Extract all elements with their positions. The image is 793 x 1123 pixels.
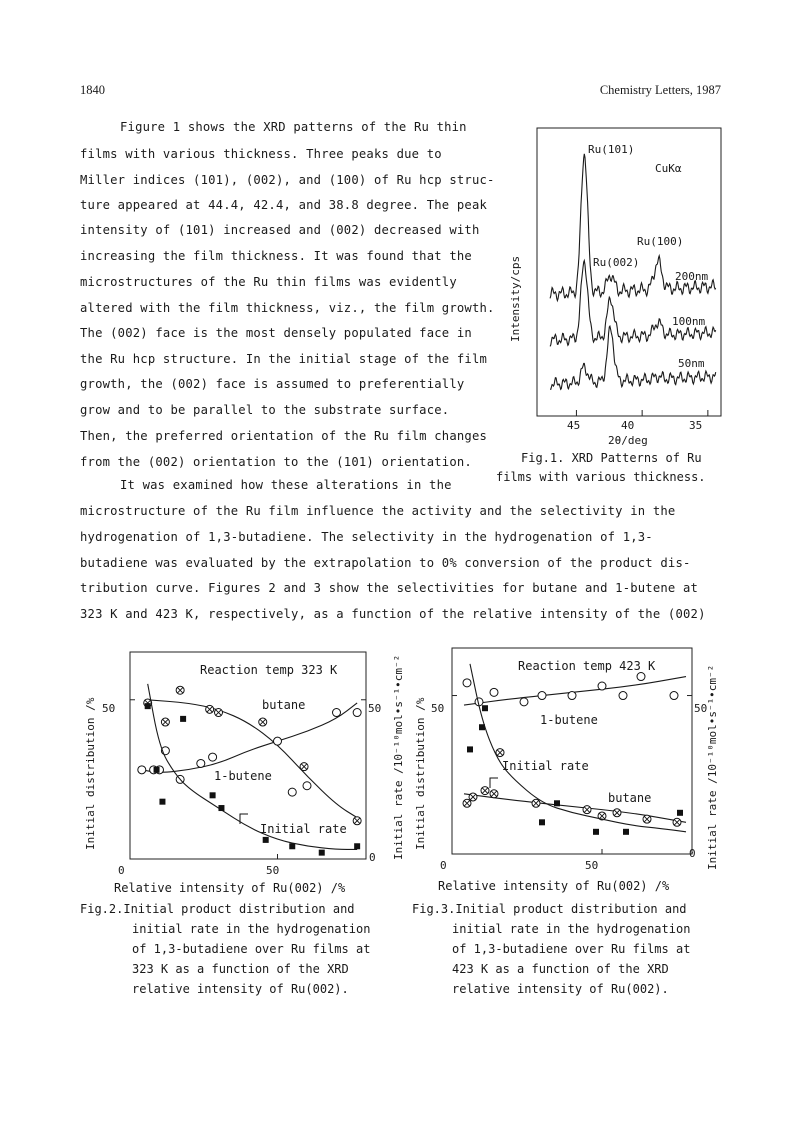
caption-line: relative intensity of Ru(002). — [132, 982, 349, 996]
page-number: 1840 — [80, 83, 105, 97]
body-line: microstructure of the Ru film influence the activity and the selectivity in the — [80, 504, 676, 518]
marker-crossed-circle — [161, 718, 169, 726]
marker-open-circle — [138, 766, 146, 774]
body-line: intensity of (101) increased and (002) decreased with — [80, 223, 480, 237]
fig2-xtick-0: 0 — [118, 864, 125, 877]
caption-line: of 1,3-butadiene over Ru films at — [452, 942, 691, 956]
body-line: tribution curve. Figures 2 and 3 show the selectivities for butane and 1-butene at — [80, 581, 699, 595]
marker-crossed-circle — [673, 818, 681, 826]
fig2-xtick-50: 50 — [266, 864, 280, 877]
fig1-thickness-200: 200nm — [675, 270, 709, 283]
marker-filled-square — [145, 703, 151, 709]
fig1-caption-line2: films with various thickness. — [496, 470, 706, 484]
fig3-frame — [452, 648, 692, 854]
marker-filled-square — [539, 819, 545, 825]
marker-crossed-circle — [613, 809, 621, 817]
marker-filled-square — [554, 800, 560, 806]
marker-crossed-circle — [215, 709, 223, 717]
marker-open-circle — [288, 788, 296, 796]
marker-crossed-circle — [481, 787, 489, 795]
curve-1-butene — [142, 703, 357, 772]
fig2-chart — [80, 628, 405, 908]
body-line: altered with the film thickness, viz., the film growth. — [80, 301, 495, 315]
marker-crossed-circle — [206, 705, 214, 713]
marker-open-circle — [209, 753, 217, 761]
body-line: from the (002) orientation to the (101) orientation. — [80, 455, 472, 469]
caption-line: initial rate in the hydrogenation — [132, 922, 371, 936]
fig1-peak-label-101: Ru(101) — [588, 143, 635, 156]
fig1-radiation-label: CuKα — [655, 162, 682, 175]
marker-open-circle — [303, 782, 311, 790]
fig3-label-butane: butane — [608, 791, 652, 805]
marker-filled-square — [479, 724, 485, 730]
fig1-tick-label: 35 — [689, 419, 703, 432]
fig3-label-butene: 1-butene — [540, 713, 598, 727]
marker-crossed-circle — [583, 806, 591, 814]
fig3-xlabel: Relative intensity of Ru(002) /% — [438, 879, 670, 893]
body-line: 323 K and 423 K, respectively, as a function of the relative intensity of the (002) — [80, 607, 706, 621]
marker-filled-square — [677, 810, 683, 816]
marker-open-circle — [670, 692, 678, 700]
fig3-rate-arrow — [490, 778, 498, 788]
marker-open-circle — [274, 737, 282, 745]
body-line: Then, the preferred orientation of the Ru film changes — [80, 429, 488, 443]
body-line: the Ru hcp structure. In the initial stage of the film — [80, 352, 488, 366]
body-line: increasing the film thickness. It was found that the — [80, 249, 472, 263]
fig3-chart — [398, 628, 718, 908]
fig1-peak-label-100: Ru(100) — [637, 235, 684, 248]
marker-open-circle — [619, 692, 627, 700]
fig1-tick-label: 45 — [567, 419, 581, 432]
curve-butane — [148, 700, 357, 818]
marker-filled-square — [482, 705, 488, 711]
fig3-ylabel-right: Initial rate /10⁻¹⁰mol•s⁻¹•cm⁻² — [706, 664, 719, 870]
fig2-ylabel-left: Initial distribution /% — [84, 697, 97, 850]
fig2-y2tick-50: 50 — [368, 702, 382, 715]
caption-line: 423 K as a function of the XRD — [452, 962, 669, 976]
marker-open-circle — [490, 688, 498, 696]
curve-butane — [464, 794, 686, 823]
body-line: films with various thickness. Three peaks due to — [80, 147, 442, 161]
fig3-y2tick-50: 50 — [694, 702, 708, 715]
marker-filled-square — [467, 746, 473, 752]
fig1-caption-line1: Fig.1. XRD Patterns of Ru — [521, 451, 702, 465]
marker-crossed-circle — [353, 817, 361, 825]
body-line: butadiene was evaluated by the extrapolation to 0% conversion of the product dis- — [80, 556, 691, 570]
marker-crossed-circle — [532, 799, 540, 807]
marker-crossed-circle — [469, 793, 477, 801]
marker-crossed-circle — [259, 718, 267, 726]
fig3-title: Reaction temp 423 K — [518, 659, 656, 673]
marker-open-circle — [197, 759, 205, 767]
fig2-ytick-50: 50 — [102, 702, 116, 715]
body-line: hydrogenation of 1,3-butadiene. The selectivity in the hydrogenation of 1,3- — [80, 530, 653, 544]
marker-open-circle — [538, 692, 546, 700]
marker-crossed-circle — [496, 749, 504, 757]
marker-crossed-circle — [176, 686, 184, 694]
fig1-xrd-chart — [505, 126, 725, 460]
fig2-xlabel: Relative intensity of Ru(002) /% — [114, 881, 346, 895]
fig2-ylabel-right: Initial rate /10⁻¹⁰mol•s⁻¹•cm⁻² — [392, 654, 405, 860]
marker-filled-square — [623, 829, 629, 835]
fig1-tick-label: 40 — [621, 419, 635, 432]
marker-filled-square — [218, 805, 224, 811]
fig1-thickness-100: 100nm — [672, 315, 706, 328]
fig1-thickness-50: 50nm — [678, 357, 705, 370]
caption-line: 323 K as a function of the XRD — [132, 962, 349, 976]
fig3-y2tick-0: 0 — [689, 847, 696, 860]
body-line: It was examined how these alterations in the — [120, 478, 452, 492]
marker-filled-square — [354, 843, 360, 849]
caption-line: Fig.2.Initial product distribution and — [80, 902, 355, 916]
marker-filled-square — [593, 829, 599, 835]
body-line: Figure 1 shows the XRD patterns of the Ru thin — [120, 120, 467, 134]
body-line: ture appeared at 44.4, 42.4, and 38.8 degree. The peak — [80, 198, 488, 212]
body-line: growth, the (002) face is assumed to preferentially — [80, 377, 465, 391]
marker-open-circle — [333, 709, 341, 717]
body-line: grow and to be parallel to the substrate surface. — [80, 403, 450, 417]
marker-filled-square — [319, 850, 325, 856]
marker-open-circle — [353, 709, 361, 717]
marker-filled-square — [159, 799, 165, 805]
fig2-y2tick-0: 0 — [369, 851, 376, 864]
fig3-ylabel-left: Initial distribution /% — [414, 697, 427, 850]
marker-filled-square — [154, 767, 160, 773]
fig2-title: Reaction temp 323 K — [200, 663, 338, 677]
marker-crossed-circle — [463, 799, 471, 807]
journal-name: Chemistry Letters, 1987 — [599, 83, 721, 97]
fig3-xtick-0: 0 — [440, 859, 447, 872]
body-line: Miller indices (101), (002), and (100) of Ru hcp struc- — [80, 173, 495, 187]
caption-line: initial rate in the hydrogenation — [452, 922, 691, 936]
fig2-label-rate: Initial rate — [260, 822, 347, 836]
marker-crossed-circle — [490, 790, 498, 798]
fig1-peak-label-002: Ru(002) — [593, 256, 640, 269]
fig3-ytick-50: 50 — [431, 702, 445, 715]
marker-crossed-circle — [643, 815, 651, 823]
marker-open-circle — [520, 698, 528, 706]
caption-line: of 1,3-butadiene over Ru films at — [132, 942, 371, 956]
fig3-label-rate: Initial rate — [502, 759, 589, 773]
fig1-xlabel: 2θ/deg — [608, 434, 648, 447]
fig1-ylabel: Intensity/cps — [509, 255, 522, 342]
body-line: The (002) face is the most densely populated face in — [80, 326, 472, 340]
marker-open-circle — [463, 679, 471, 687]
fig3-xtick-50: 50 — [585, 859, 599, 872]
marker-filled-square — [289, 843, 295, 849]
marker-crossed-circle — [300, 763, 308, 771]
marker-filled-square — [180, 716, 186, 722]
fig2-label-butane: butane — [262, 698, 306, 712]
marker-open-circle — [637, 673, 645, 681]
marker-open-circle — [568, 692, 576, 700]
caption-line: relative intensity of Ru(002). — [452, 982, 669, 996]
marker-filled-square — [210, 792, 216, 798]
marker-filled-square — [263, 837, 269, 843]
body-line: microstructures of the Ru thin films was evidently — [80, 275, 457, 289]
caption-line: Fig.3.Initial product distribution and — [412, 902, 687, 916]
marker-open-circle — [598, 682, 606, 690]
fig2-label-butene: 1-butene — [214, 769, 272, 783]
